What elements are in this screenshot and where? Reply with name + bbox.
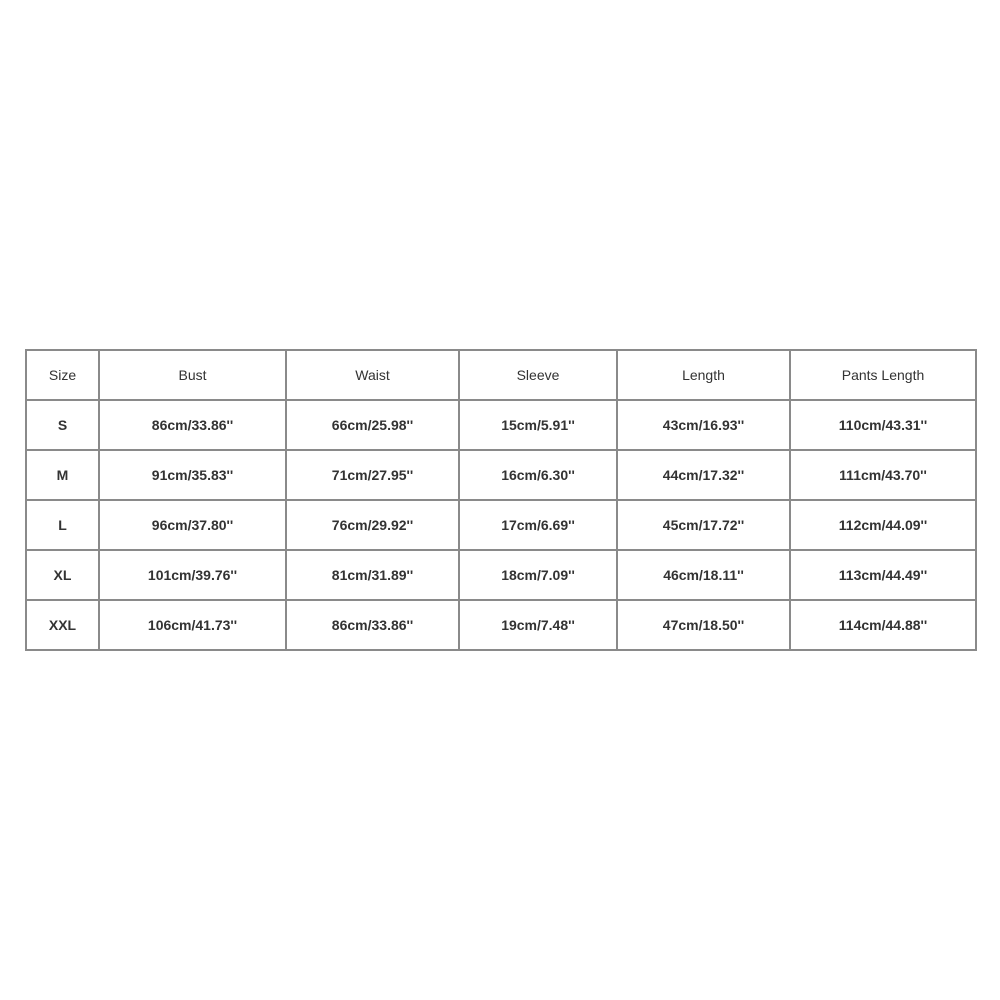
cell-length: 46cm/18.11'' [617, 550, 790, 600]
cell-waist: 71cm/27.95'' [286, 450, 459, 500]
cell-sleeve: 15cm/5.91'' [459, 400, 617, 450]
size-chart-table [25, 349, 977, 651]
table-row [26, 600, 976, 650]
cell-length: 47cm/18.50'' [617, 600, 790, 650]
cell-waist: 86cm/33.86'' [286, 600, 459, 650]
header-waist: Waist [286, 350, 459, 400]
header-size: Size [26, 350, 99, 400]
cell-bust: 96cm/37.80'' [99, 500, 286, 550]
cell-length: 45cm/17.72'' [617, 500, 790, 550]
header-bust: Bust [99, 350, 286, 400]
cell-pants-length: 111cm/43.70'' [790, 450, 976, 500]
cell-waist: 76cm/29.92'' [286, 500, 459, 550]
cell-sleeve: 19cm/7.48'' [459, 600, 617, 650]
cell-size: XL [26, 550, 99, 600]
cell-bust: 106cm/41.73'' [99, 600, 286, 650]
cell-size: S [26, 400, 99, 450]
cell-size: M [26, 450, 99, 500]
table-row [26, 500, 976, 550]
table-row [26, 450, 976, 500]
cell-pants-length: 113cm/44.49'' [790, 550, 976, 600]
cell-pants-length: 114cm/44.88'' [790, 600, 976, 650]
cell-waist: 81cm/31.89'' [286, 550, 459, 600]
cell-sleeve: 16cm/6.30'' [459, 450, 617, 500]
table-row [26, 400, 976, 450]
table-header-row [26, 350, 976, 400]
cell-pants-length: 110cm/43.31'' [790, 400, 976, 450]
table-row [26, 550, 976, 600]
cell-pants-length: 112cm/44.09'' [790, 500, 976, 550]
cell-bust: 86cm/33.86'' [99, 400, 286, 450]
cell-size: L [26, 500, 99, 550]
header-sleeve: Sleeve [459, 350, 617, 400]
header-length: Length [617, 350, 790, 400]
cell-length: 43cm/16.93'' [617, 400, 790, 450]
cell-length: 44cm/17.32'' [617, 450, 790, 500]
cell-size: XXL [26, 600, 99, 650]
cell-bust: 101cm/39.76'' [99, 550, 286, 600]
cell-sleeve: 17cm/6.69'' [459, 500, 617, 550]
cell-sleeve: 18cm/7.09'' [459, 550, 617, 600]
header-pants-length: Pants Length [790, 350, 976, 400]
cell-bust: 91cm/35.83'' [99, 450, 286, 500]
cell-waist: 66cm/25.98'' [286, 400, 459, 450]
